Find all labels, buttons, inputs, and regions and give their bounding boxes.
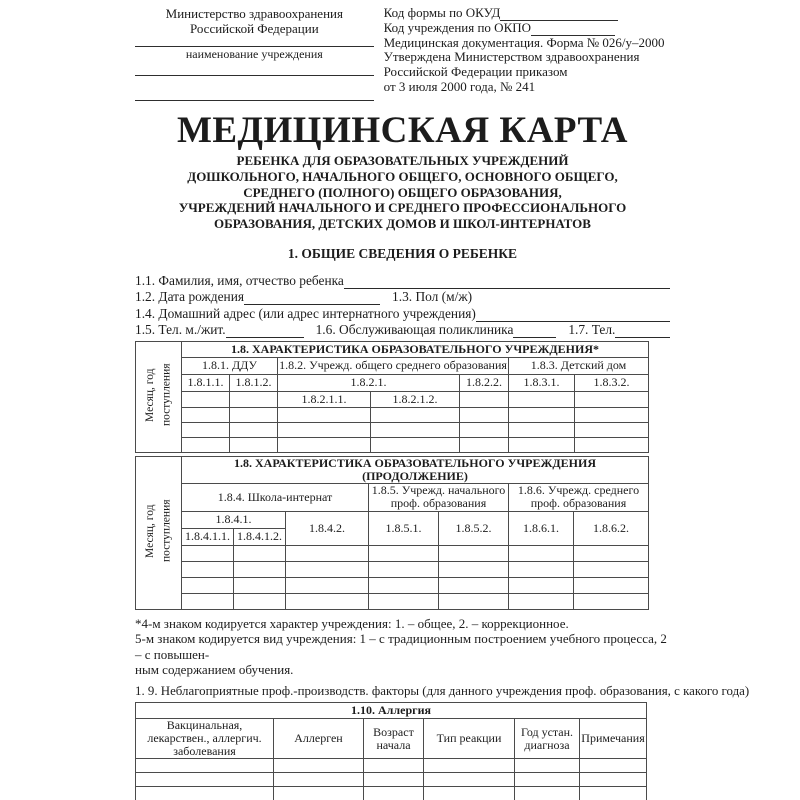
empty-cell [574, 561, 649, 577]
col-header: 1.8.5.1. [369, 511, 439, 545]
col-header: Год устан. диагноза [515, 719, 580, 759]
col-header: Аллерген [274, 719, 364, 759]
ministry-line: Министерство здравоохранения [165, 6, 343, 21]
col-header: 1.8.6.2. [574, 511, 649, 545]
row-axis-label-cell [136, 456, 182, 609]
empty-cell [439, 593, 509, 609]
blank-line [476, 309, 670, 322]
col-group-header: 1.8.5. Учрежд. начального проф. образования [369, 483, 509, 511]
empty-cell [369, 545, 439, 561]
field-1-7-label: 1.7. Тел. [568, 321, 616, 337]
empty-cell [182, 437, 230, 452]
empty-cell [136, 773, 274, 787]
field-1-3-label: 1.3. Пол (м/ж) [392, 289, 473, 305]
row-axis-label-cell [136, 341, 182, 452]
blank-line [135, 75, 374, 76]
empty-cell [575, 422, 649, 437]
empty-cell [286, 577, 369, 593]
blank-line [344, 276, 670, 289]
table-1-8-institution [135, 341, 649, 453]
empty-cell [182, 577, 234, 593]
empty-cell [575, 437, 649, 452]
subtitle-line: РЕБЕНКА ДЛЯ ОБРАЗОВАТЕЛЬНЫХ УЧРЕЖДЕНИЙ [236, 153, 569, 168]
empty-cell [515, 759, 580, 773]
empty-cell [182, 407, 230, 422]
table-title: 1.8. ХАРАКТЕРИСТИКА ОБРАЗОВАТЕЛЬНОГО УЧРЕЖДЕНИЯ* [182, 341, 649, 357]
empty-cell [575, 391, 649, 407]
empty-cell [509, 561, 574, 577]
blank-line [226, 325, 304, 338]
empty-cell [274, 773, 364, 787]
empty-cell [509, 407, 575, 422]
col-group-header: 1.8.4. Школа-интернат [182, 483, 369, 511]
empty-cell [182, 593, 234, 609]
col-subheader: 1.8.4.1.1. [182, 528, 234, 545]
empty-cell [274, 759, 364, 773]
field-1-6-label: 1.6. Обслуживающая поликлиника [315, 321, 514, 337]
empty-cell [286, 561, 369, 577]
empty-cell [278, 422, 371, 437]
col-subheader: 1.8.2.1.1. [278, 391, 371, 407]
blank-line [531, 23, 615, 36]
form-header [135, 6, 670, 101]
empty-cell [460, 407, 509, 422]
okpo-line [384, 21, 670, 36]
field-1-5-1-6-1-7 [135, 322, 670, 338]
empty-cell [230, 422, 278, 437]
col-group-header: 1.8.3. Детский дом [509, 357, 649, 374]
empty-cell [364, 759, 424, 773]
footnote-line: *4-м знаком кодируется характер учреждения: 1. – общее, 2. – коррекционное. [135, 615, 569, 631]
institution-caption: наименование учреждения [185, 47, 323, 61]
field-1-4-label: 1.4. Домашний адрес (или адрес интернатного учреждения) [135, 305, 476, 321]
empty-cell [575, 407, 649, 422]
empty-cell [509, 545, 574, 561]
empty-cell [439, 545, 509, 561]
blank-line [513, 325, 556, 338]
approved-line: Российской Федерации приказом [383, 64, 568, 80]
empty-cell [234, 561, 286, 577]
col-header: 1.8.2.1. [278, 374, 460, 391]
empty-cell [574, 593, 649, 609]
col-header: 1.8.1.2. [230, 374, 278, 391]
subtitle-line: СРЕДНЕГО (ПОЛНОГО) ОБЩЕГО ОБРАЗОВАНИЯ, [243, 184, 562, 200]
field-1-5-label: 1.5. Тел. м./жит. [135, 321, 226, 337]
ministry-block [135, 6, 374, 101]
empty-cell [136, 759, 274, 773]
empty-cell [424, 787, 515, 800]
col-subheader: 1.8.4.1.2. [234, 528, 286, 545]
empty-cell [460, 391, 509, 407]
col-header: Вакцинальная, лекарствен., аллергич. заболевания [136, 719, 274, 759]
empty-cell [274, 787, 364, 800]
empty-cell [278, 407, 371, 422]
col-header: 1.8.4.1. [182, 511, 286, 528]
col-header: 1.8.3.1. [509, 374, 575, 391]
approved-line: Утверждена Министерством здравоохранения [383, 49, 640, 65]
okpo-label: Код учреждения по ОКПО [383, 19, 532, 35]
empty-cell [509, 577, 574, 593]
empty-cell [371, 407, 460, 422]
col-group-header: 1.8.6. Учрежд. среднего проф. образования [509, 483, 649, 511]
footnote-line: ным содержанием обучения. [135, 661, 294, 677]
empty-cell [182, 391, 230, 407]
empty-cell [515, 773, 580, 787]
col-header: Тип реакции [424, 719, 515, 759]
blank-line [615, 325, 670, 338]
empty-cell [230, 407, 278, 422]
col-header: 1.8.4.2. [286, 511, 369, 545]
empty-cell [182, 545, 234, 561]
empty-cell [286, 593, 369, 609]
empty-cell [574, 545, 649, 561]
approved-line: от 3 июля 2000 года, № 241 [383, 78, 536, 94]
form-subtitle [135, 153, 670, 232]
table-1-8-institution-continued [135, 456, 649, 610]
field-1-1 [135, 273, 670, 289]
empty-cell [364, 787, 424, 800]
empty-cell [234, 577, 286, 593]
empty-cell [369, 593, 439, 609]
doc-form-number: Медицинская документация. Форма № 026/у–2000 [383, 34, 665, 50]
empty-cell [234, 593, 286, 609]
empty-cell [460, 437, 509, 452]
empty-cell [234, 545, 286, 561]
col-group-header: 1.8.2. Учрежд. общего среднего образования [279, 358, 507, 373]
empty-cell [364, 773, 424, 787]
empty-cell [580, 787, 647, 800]
empty-cell [424, 773, 515, 787]
blank-line [135, 100, 374, 101]
empty-cell [182, 561, 234, 577]
empty-cell [369, 561, 439, 577]
empty-cell [371, 422, 460, 437]
subtitle-line: ДОШКОЛЬНОГО, НАЧАЛЬНОГО ОБЩЕГО, ОСНОВНОГО ОБЩЕГО, [187, 168, 618, 184]
col-header: 1.8.5.2. [439, 511, 509, 545]
field-1-2-1-3 [135, 289, 670, 305]
empty-cell [580, 773, 647, 787]
empty-cell [182, 422, 230, 437]
empty-cell [515, 787, 580, 800]
page-title: МЕДИЦИНСКАЯ КАРТА [176, 110, 629, 151]
col-header: 1.8.6.1. [509, 511, 574, 545]
table-1-10-allergy [135, 702, 647, 800]
field-1-4 [135, 305, 670, 321]
okud-line [384, 6, 670, 21]
empty-cell [509, 391, 575, 407]
footnote-line: 5-м знаком кодируется вид учреждения: 1 – с традиционным построением учебного процесса, 2 – с повышен- [135, 631, 667, 662]
col-header: 1.8.2.2. [460, 374, 509, 391]
blank-line [500, 8, 618, 21]
col-subheader: 1.8.2.1.2. [371, 391, 460, 407]
row-axis-label: Месяц, год поступления [143, 499, 173, 563]
empty-cell [230, 391, 278, 407]
empty-cell [278, 437, 371, 452]
empty-cell [509, 437, 575, 452]
empty-cell [580, 759, 647, 773]
empty-cell [509, 422, 575, 437]
empty-cell [286, 545, 369, 561]
empty-cell [371, 437, 460, 452]
row-axis-label: Месяц, год поступления [143, 363, 173, 427]
ministry-line: Российской Федерации [189, 21, 319, 36]
field-1-9-label: 1. 9. Неблагоприятные проф.-производств. факторы (для данного учреждения проф. образования, с какого года) [135, 684, 750, 699]
empty-cell [230, 437, 278, 452]
empty-cell [439, 577, 509, 593]
col-group-header: 1.8.1. ДДУ [182, 357, 278, 374]
table-footnotes [135, 616, 670, 678]
general-info-fields [135, 273, 670, 338]
empty-cell [136, 787, 274, 800]
col-header: 1.8.1.1. [182, 374, 230, 391]
subtitle-line: УЧРЕЖДЕНИЙ НАЧАЛЬНОГО И СРЕДНЕГО ПРОФЕССИОНАЛЬНОГО [178, 200, 627, 216]
empty-cell [460, 422, 509, 437]
subtitle-line: ОБРАЗОВАНИЯ, ДЕТСКИХ ДОМОВ И ШКОЛ-ИНТЕРНАТОВ [214, 216, 591, 232]
col-header: Возраст начала [364, 719, 424, 759]
empty-cell [439, 561, 509, 577]
field-1-2-label: 1.2. Дата рождения [135, 289, 245, 305]
empty-cell [369, 577, 439, 593]
empty-cell [509, 593, 574, 609]
table-title: 1.10. Аллергия [136, 703, 647, 719]
col-header: Примечания [580, 719, 647, 759]
blank-line [244, 292, 380, 305]
col-header: 1.8.3.2. [575, 374, 649, 391]
empty-cell [574, 577, 649, 593]
section-1-heading: 1. ОБЩИЕ СВЕДЕНИЯ О РЕБЕНКЕ [287, 245, 518, 261]
table-title: 1.8. ХАРАКТЕРИСТИКА ОБРАЗОВАТЕЛЬНОГО УЧРЕЖДЕНИЯ (ПРОДОЛЖЕНИЕ) [182, 456, 649, 483]
empty-cell [424, 759, 515, 773]
okud-label: Код формы по ОКУД [383, 5, 501, 20]
field-1-1-label: 1.1. Фамилия, имя, отчество ребенка [135, 273, 344, 289]
form-codes-block [384, 6, 670, 95]
